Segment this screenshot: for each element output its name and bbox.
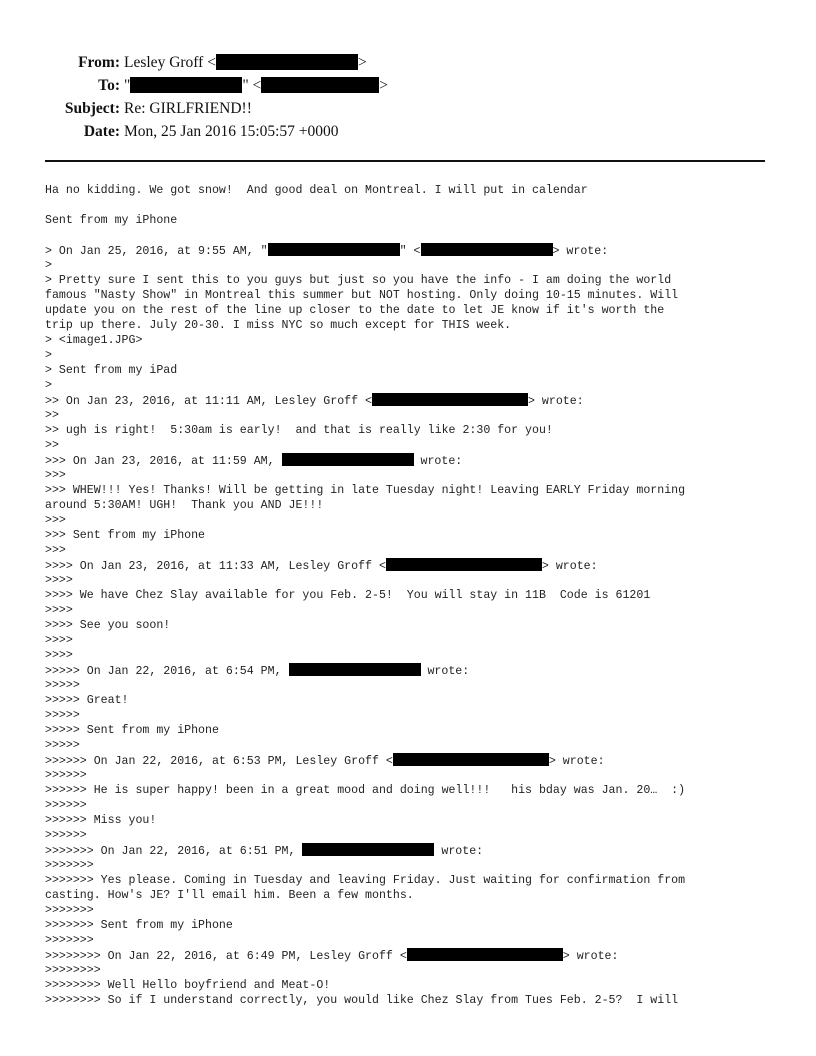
body-line: >> ugh is right! 5:30am is early! and that is really like 2:30 for you! xyxy=(45,424,553,437)
from-name: Lesley Groff < xyxy=(124,54,216,71)
quote-attribution-line xyxy=(45,948,770,963)
to-open: " xyxy=(124,77,131,94)
body-line: > <image1.JPG> xyxy=(45,334,143,347)
attribution-text: >>>>>> On Jan 22, 2016, at 6:53 PM, Lesley Groff < xyxy=(45,755,393,768)
body-line: >>>>> xyxy=(45,709,80,722)
quote-attribution-line xyxy=(45,663,770,678)
body-line: >>>> We have Chez Slay available for you Feb. 2-5! You will stay in 11B Code is 61201 xyxy=(45,589,651,602)
from-row xyxy=(0,52,816,75)
redaction-box xyxy=(302,843,434,856)
body-line: > Sent from my iPad xyxy=(45,364,178,377)
blank-line xyxy=(45,198,770,213)
attribution-text: >>>>>>> On Jan 22, 2016, at 6:51 PM, xyxy=(45,845,303,858)
redaction-box xyxy=(289,663,421,676)
attribution-text: >>>>>>>> On Jan 22, 2016, at 6:49 PM, Lesley Groff < xyxy=(45,950,407,963)
quote-attribution-line xyxy=(45,393,770,408)
body-line: Ha no kidding. We got snow! And good deal on Montreal. I will put in calendar xyxy=(45,184,588,197)
body-line: >>>>> Great! xyxy=(45,694,129,707)
blank-line xyxy=(45,228,770,243)
body-line: >>>>>> xyxy=(45,829,87,842)
body-line: >>>>>> Miss you! xyxy=(45,814,157,827)
redaction-box xyxy=(282,453,414,466)
body-line: >> xyxy=(45,439,59,452)
quote-attribution-line xyxy=(45,453,770,468)
redaction-box xyxy=(372,393,528,406)
body-line: >>>>>>> xyxy=(45,859,94,872)
attribution-text: wrote: xyxy=(434,845,484,858)
body-line: >>>> See you soon! xyxy=(45,619,171,632)
body-line: >>>>>>> xyxy=(45,934,94,947)
redaction-box xyxy=(130,77,242,93)
to-mid: " < xyxy=(242,77,262,94)
quote-attribution-line xyxy=(45,243,770,258)
body-line: >>>>> Sent from my iPhone xyxy=(45,724,219,737)
body-line: >>>>>>> Sent from my iPhone xyxy=(45,919,233,932)
date-value: Mon, 25 Jan 2016 15:05:57 +0000 xyxy=(124,123,339,140)
redaction-box xyxy=(407,948,563,961)
body-line: >>>> xyxy=(45,634,73,647)
body-line: casting. How's JE? I'll email him. Been a few months. xyxy=(45,889,414,902)
quote-attribution-line xyxy=(45,753,770,768)
body-line: >>>>>> xyxy=(45,799,87,812)
body-line: >>> WHEW!!! Yes! Thanks! Will be getting in late Tuesday night! Leaving EARLY Friday morning xyxy=(45,484,686,497)
email-header xyxy=(0,52,816,144)
attribution-text: >>>> On Jan 23, 2016, at 11:33 AM, Lesley Groff < xyxy=(45,560,386,573)
subject-row xyxy=(0,98,816,121)
attribution-text: > wrote: xyxy=(562,950,619,963)
body-line: > xyxy=(45,259,52,272)
body-line: update you on the rest of the line up closer to the date to let JE know if it's worth the xyxy=(45,304,665,317)
body-line: >>>> xyxy=(45,604,73,617)
subject-value: Re: GIRLFRIEND!! xyxy=(124,100,252,117)
body-line: >>>>>> xyxy=(45,769,87,782)
attribution-text: >>>>> On Jan 22, 2016, at 6:54 PM, xyxy=(45,665,289,678)
body-line: trip up there. July 20-30. I miss NYC so much except for THIS week. xyxy=(45,319,512,332)
body-line: > xyxy=(45,349,52,362)
body-line: >>> xyxy=(45,544,66,557)
body-line: >>> Sent from my iPhone xyxy=(45,529,206,542)
body-line: >>>>> xyxy=(45,739,80,752)
body-line: >>> xyxy=(45,514,66,527)
attribution-text: " < xyxy=(399,245,421,258)
quote-attribution-line xyxy=(45,843,770,858)
attribution-text: > wrote: xyxy=(548,755,605,768)
body-line: >>>>>>> Yes please. Coming in Tuesday and leaving Friday. Just waiting for confirmation from xyxy=(45,874,686,887)
attribution-text: wrote: xyxy=(413,455,463,468)
subject-label: Subject: xyxy=(64,100,120,117)
date-label: Date: xyxy=(83,123,120,140)
attribution-text: > On Jan 25, 2016, at 9:55 AM, " xyxy=(45,245,268,258)
redaction-box xyxy=(268,243,400,256)
to-close: > xyxy=(379,77,389,94)
from-value xyxy=(124,52,367,73)
body-line: >>>>>>>> Well Hello boyfriend and Meat-O! xyxy=(45,979,331,992)
redaction-box xyxy=(386,558,542,571)
body-line: famous "Nasty Show" in Montreal this summer but NOT hosting. Only doing 10-15 minutes. Will xyxy=(45,289,679,302)
body-line: Sent from my iPhone xyxy=(45,214,178,227)
body-line: >>>>>>>> xyxy=(45,964,101,977)
redaction-box xyxy=(261,77,379,93)
body-line: >>>>>>>> So if I understand correctly, you would like Chez Slay from Tues Feb. 2-5? I will xyxy=(45,994,679,1007)
from-label: From: xyxy=(78,54,120,71)
attribution-text: wrote: xyxy=(420,665,470,678)
date-row xyxy=(0,121,816,144)
attribution-text: >> On Jan 23, 2016, at 11:11 AM, Lesley Groff < xyxy=(45,395,372,408)
redaction-box xyxy=(393,753,549,766)
body-line: >>>>> xyxy=(45,679,80,692)
header-divider xyxy=(45,160,765,162)
email-body xyxy=(45,183,770,1008)
redaction-box xyxy=(421,243,553,256)
attribution-text: >>> On Jan 23, 2016, at 11:59 AM, xyxy=(45,455,282,468)
body-line: >> xyxy=(45,409,59,422)
attribution-text: > wrote: xyxy=(552,245,609,258)
body-line: >>>>>> He is super happy! been in a great mood and doing well!!! his bday was Jan. 20… :) xyxy=(45,784,686,797)
body-line: >>>>>>> xyxy=(45,904,94,917)
to-row xyxy=(0,75,816,98)
body-line: > xyxy=(45,379,52,392)
quote-attribution-line xyxy=(45,558,770,573)
attribution-text: > wrote: xyxy=(528,395,584,408)
redaction-box xyxy=(216,54,358,70)
to-value xyxy=(124,75,388,96)
body-line: > Pretty sure I sent this to you guys but just so you have the info - I am doing the world xyxy=(45,274,672,287)
from-close: > xyxy=(357,54,367,71)
body-line: around 5:30AM! UGH! Thank you AND JE!!! xyxy=(45,499,324,512)
attribution-text: > wrote: xyxy=(541,560,598,573)
body-line: >>>> xyxy=(45,574,73,587)
to-label: To: xyxy=(98,77,120,94)
body-line: >>>> xyxy=(45,649,73,662)
body-line: >>> xyxy=(45,469,66,482)
